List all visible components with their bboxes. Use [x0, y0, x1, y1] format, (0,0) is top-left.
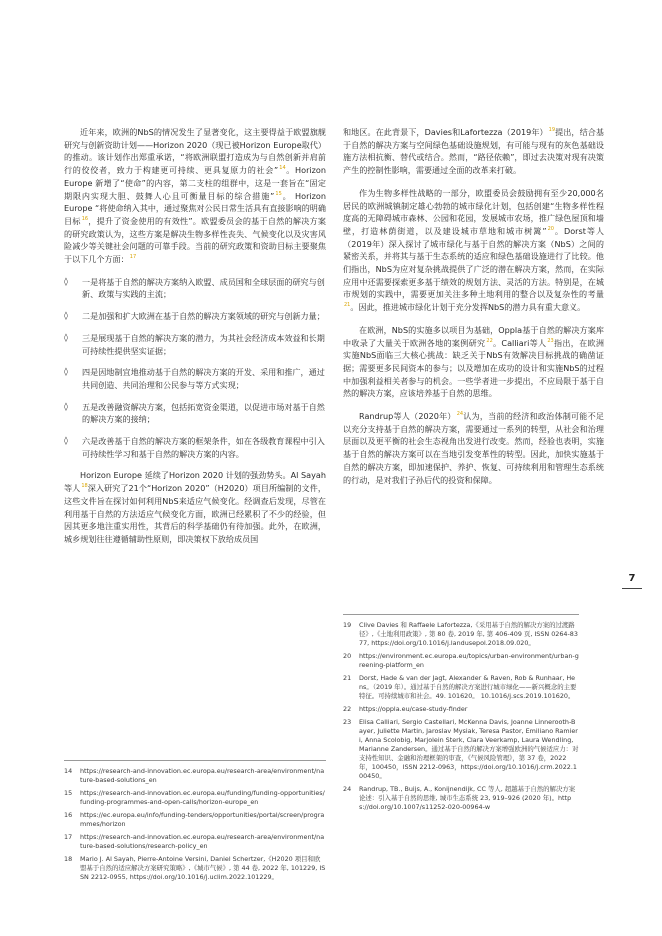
diamond-bullet-icon: ◊	[64, 276, 68, 286]
footnote-link[interactable]: https://research-and-innovation.ec.europa.eu/research-area/environment/nature-based-solutions_en	[80, 767, 325, 784]
footnote-ref-16[interactable]: 16	[81, 216, 89, 223]
right-column	[343, 126, 604, 496]
paragraph-urban-greening: 作为生物多样性战略的一部分，欧盟委员会鼓励拥有至少20,000名居民的欧洲城镇制定雄心勃勃的城市绿化计划，包括创建“生物多样性程度高的无障碍城市森林、公园和花园，发展城市农场，推广绿色屋顶和墙壁，打造林荫街道，以及建设城市草地和城市树篱”$^{20}$。Dorst等人（2019年）深入探讨了城市绿化与基于自然的解决方案（NbS）之间的紧密关系，并将其与基于生态系统的适应和绿色基础设施进行了比较。他们指出，NbS为应对复杂挑战提供了广泛的潜在解决方案，然而，在实际应用中还需要探索更多基于绩效的规划方法、灵活的方法。特别是，在城市规划的实践中，需要更加关注多种土地利用的整合以及复杂性的考量$^{21}$。因此，推进城市绿化计划于充分发挥NbS的潜力具有重大意义。	[343, 187, 604, 313]
footnote-number: 23	[343, 718, 352, 726]
diamond-bullet-icon: ◊	[64, 401, 68, 411]
paragraph-transformation: Randrup等人（2020年）$^{24}$认为，当前的经济和政治体制可能不足以充分支持基于自然的解决方案，需要通过一系列的转型，从社会和治理层面以及更平衡的社会生态视角出发进行改变。然而，经验也表明，实施基于自然的解决方案可以在当地引发变革性的转型。因此，加快实施基于自然的解决方案，即加速保护、养护、恢复、可持续利用和管理生态系统的行动，是对我们子孙后代的投资和保障。	[343, 411, 604, 485]
list-item: ◊ 二是加强和扩大欧洲在基于自然的解决方案领域的研究与创新力量；	[64, 311, 325, 322]
paragraph-path-dependency: 和地区。在此背景下，Davies和Lafortezza（2019年）$^{19}$提出，结合基于自然的解决方案与空间绿色基础设施规划，有可能与现有的灰色基础设施方法相抗衡、替代或结合。然而，“路径依赖”，即过去决策对现有决策产生的控制性影响，需要通过全面的改革来打破。	[343, 127, 604, 176]
list-item: ◊ 五是改善融资解决方案，包括拓宽资金渠道，以促进市场对基于自然的解决方案的接纳；	[64, 401, 325, 425]
paragraph-nbs-projects: 在欧洲，NbS的实施多以项目为基础，Oppla基于自然的解决方案库中收录了大量关于欧洲各地的案例研究$^{22}$。Calliari等人$^{23}$指出，在欧洲实施NbS面临三大核心挑战：缺乏关于NbS有效解决目标挑战的确凿证据；需要更多民间资本的参与；以及增加在成功的设计和实施NbS的过程中加强利益相关者参与的机会。一些学者进一步提出，不应局限于基于自然的解决方案，应该培养基于自然的思维。	[343, 324, 604, 399]
left-column	[64, 126, 326, 556]
footnote-ref-18[interactable]: 18	[81, 483, 88, 490]
footnote-text: Elisa Calliari, Sergio Castellari, McKenna Davis, Joanne Linnerooth-Bayer, Juliette Martin, Jaroslav Mysiak, Teresa Pastor, Emiliano Ramieri, Anna Scolobig, Marjolein Sterk, Clara Veerkamp, Laura Wendling, Marianne Zandersen。通过基于自然的解决方案增强欧洲的气候适应力：对支持性知识、金融和治理框架的审查，《气候风险管理》，第 37 卷，2022 年，100450，ISSN 2212-0963，https://doi.org/10.1016/j.crm.2022.100450。	[359, 718, 579, 780]
footnote-number: 22	[343, 705, 352, 713]
footnote-link[interactable]: https://oppla.eu/case-study-finder	[359, 705, 468, 713]
footnote-number: 18	[64, 855, 73, 863]
list-item: ◊ 一是将基于自然的解决方案纳入欧盟、成员国和全球层面的研究与创新、政策与实践的主流；	[64, 276, 325, 300]
footnote-item	[64, 833, 326, 851]
footnote-item	[64, 789, 326, 807]
footnote-number: 20	[343, 652, 352, 660]
footnote-ref-23[interactable]: 23	[547, 337, 554, 344]
footnote-link[interactable]: https://research-and-innovation.ec.europa.eu/funding/funding-opportunities/funding-programmes-and-open-calls/horizon-europe_en	[80, 789, 325, 806]
footnote-text: Randrup, TB., Buijs, A., Konijnendijk, CC 等人, 超越基于自然的解决方案论述：引入基于自然的思维, 城市生态系统 23, 919–926 (2020 年)。https://doi.org/10.1007/s11252-020-00964-w	[359, 785, 576, 811]
list-item: ◊ 六是改善基于自然的解决方案的框架条件，如在各级教育课程中引入可持续性学习和基于自然的解决方案的内容。	[64, 436, 325, 459]
footnote-item	[64, 811, 326, 829]
footnote-number: 24	[343, 785, 352, 793]
footnote-ref-22[interactable]: 22	[486, 337, 493, 344]
footnote-ref-21[interactable]: 21	[344, 302, 351, 309]
footnote-link[interactable]: https://research-and-innovation.ec.europa.eu/research-area/environment/nature-based-solutions/research-policy_en	[80, 833, 325, 850]
list-item: ◊ 四是因地制宜地推动基于自然的解决方案的开发、采用和推广，通过共同创造、共同治理和公民参与等方式实现；	[64, 367, 325, 390]
diamond-bullet-icon: ◊	[64, 332, 68, 342]
footnote-divider	[343, 614, 579, 615]
footnote-number: 14	[64, 767, 73, 775]
paragraph-horizon-europe: Horizon Europe 延续了Horizon 2020 计划的强劲势头。Al Sayah等人$^{18}$深入研究了21个“Horizon 2020”（H2020）项目所编制的文件，这些文件旨在探讨如何利用NbS来适应气候变化。经调查后发现，尽管在利用基于自然的方法适应气候变化方面，欧洲已经累积了不少的经验，但因其更多地注重实用性，其背后的科学基础仍有待加强。此外，在欧洲，城乡规划往往遵循辅助性原则，即决策权下放给成员国	[64, 470, 326, 544]
footnote-item	[343, 652, 579, 670]
footnote-ref-14[interactable]: 14	[279, 165, 286, 172]
footnote-link[interactable]: https://ec.europa.eu/info/funding-tenders/opportunities/portal/screen/programmes/horizon	[80, 811, 325, 828]
footnote-ref-24[interactable]: 24	[456, 411, 464, 418]
diamond-bullet-icon: ◊	[64, 311, 68, 321]
footnote-number: 17	[64, 833, 73, 841]
footnote-number: 15	[64, 789, 73, 797]
footnote-item	[64, 855, 326, 882]
footnote-number: 16	[64, 811, 73, 819]
footnotes-right	[343, 614, 579, 816]
list-item: ◊ 三是展现基于自然的解决方案的潜力，为其社会经济成本效益和长期可持续性提供坚实证据；	[64, 332, 325, 356]
footnote-ref-19[interactable]: 19	[548, 127, 556, 134]
footnote-number: 21	[343, 674, 352, 682]
research-priorities-list	[64, 276, 326, 461]
diamond-bullet-icon: ◊	[64, 367, 68, 377]
footnote-ref-15[interactable]: 15	[275, 190, 282, 197]
diamond-bullet-icon: ◊	[64, 436, 68, 446]
footnote-text: Mario J. Al Sayah, Pierre-Antoine Versini, Daniel Schertzer,《H2020 项目和欧盟基于自然的适应解决方案研究策略》,《城市气候》, 第 44 卷, 2022 年, 101229, ISSN 2212-0955, https://doi.org/10.1016/j.uclim.2022.101229。	[80, 855, 326, 881]
footnote-item	[343, 621, 579, 648]
footnote-ref-20[interactable]: 20	[547, 226, 554, 233]
footnote-item	[343, 705, 579, 714]
footnote-ref-17[interactable]: 17	[129, 254, 137, 261]
footnote-divider	[64, 760, 326, 761]
footnote-link[interactable]: https://environment.ec.europa.eu/topics/urban-environment/urban-greening-platform_en	[359, 652, 579, 669]
footnote-item	[343, 674, 579, 701]
footnote-item	[343, 718, 579, 781]
footnote-item	[343, 785, 579, 812]
footnote-text: Dorst, Hade & van der Jagt, Alexander & Raven, Rob & Runhaar, Hens。（2019 年）。通过基于自然的解决方案进行城市绿化——新兴概念的主要特征。可持续城市和社会。49. 101620。 10.1016/j.scs.2019.101620。	[359, 674, 577, 700]
page-number: 7	[628, 573, 636, 584]
footnote-item	[64, 767, 326, 785]
footnote-number: 19	[343, 621, 352, 629]
page-number-rule	[622, 588, 642, 589]
paragraph-intro: 近年来，欧洲的NbS的情况发生了显著变化，这主要得益于欧盟旗舰研究与创新资助计划——Horizon 2020（现已被Horizon Europe取代）的推动。该计划作出郑重承诺，“将欧洲联盟打造成为与自然创新并肩前行的佼佼者，致力于构建更可持续、更具复原力的社会”$^{14}$。Horizon Europe 新增了“使命”的内容，第二支柱的组群中，这是一套旨在“固定期限内实现大胆、鼓舞人心且可衡量目标的综合措施”$^{15}$。 Horizon Europe “将使命纳入其中，通过聚焦对公民日常生活具有直接影响的明确目标$^{16}$，提升了资金使用的有效性”。欧盟委员会的基于自然的解决方案的研究政策认为，这些方案是解决生物多样性丧失、气候变化以及灾害风险减少等关键社会问题的可靠手段。当前的研究政策和资助目标主要聚焦于以下几个方面：$^{17}$	[64, 127, 326, 265]
footnote-text: Clive Davies 和 Raffaele Lafortezza,《采用基于自然的解决方案的过渡路径》,《土地利用政策》, 第 80 卷, 2019 年, 第 406-409 页, ISSN 0264-8377, https://doi.org/10.1016/j.landusepol.2018.09.020。	[359, 621, 578, 647]
footnotes-left	[64, 760, 326, 886]
